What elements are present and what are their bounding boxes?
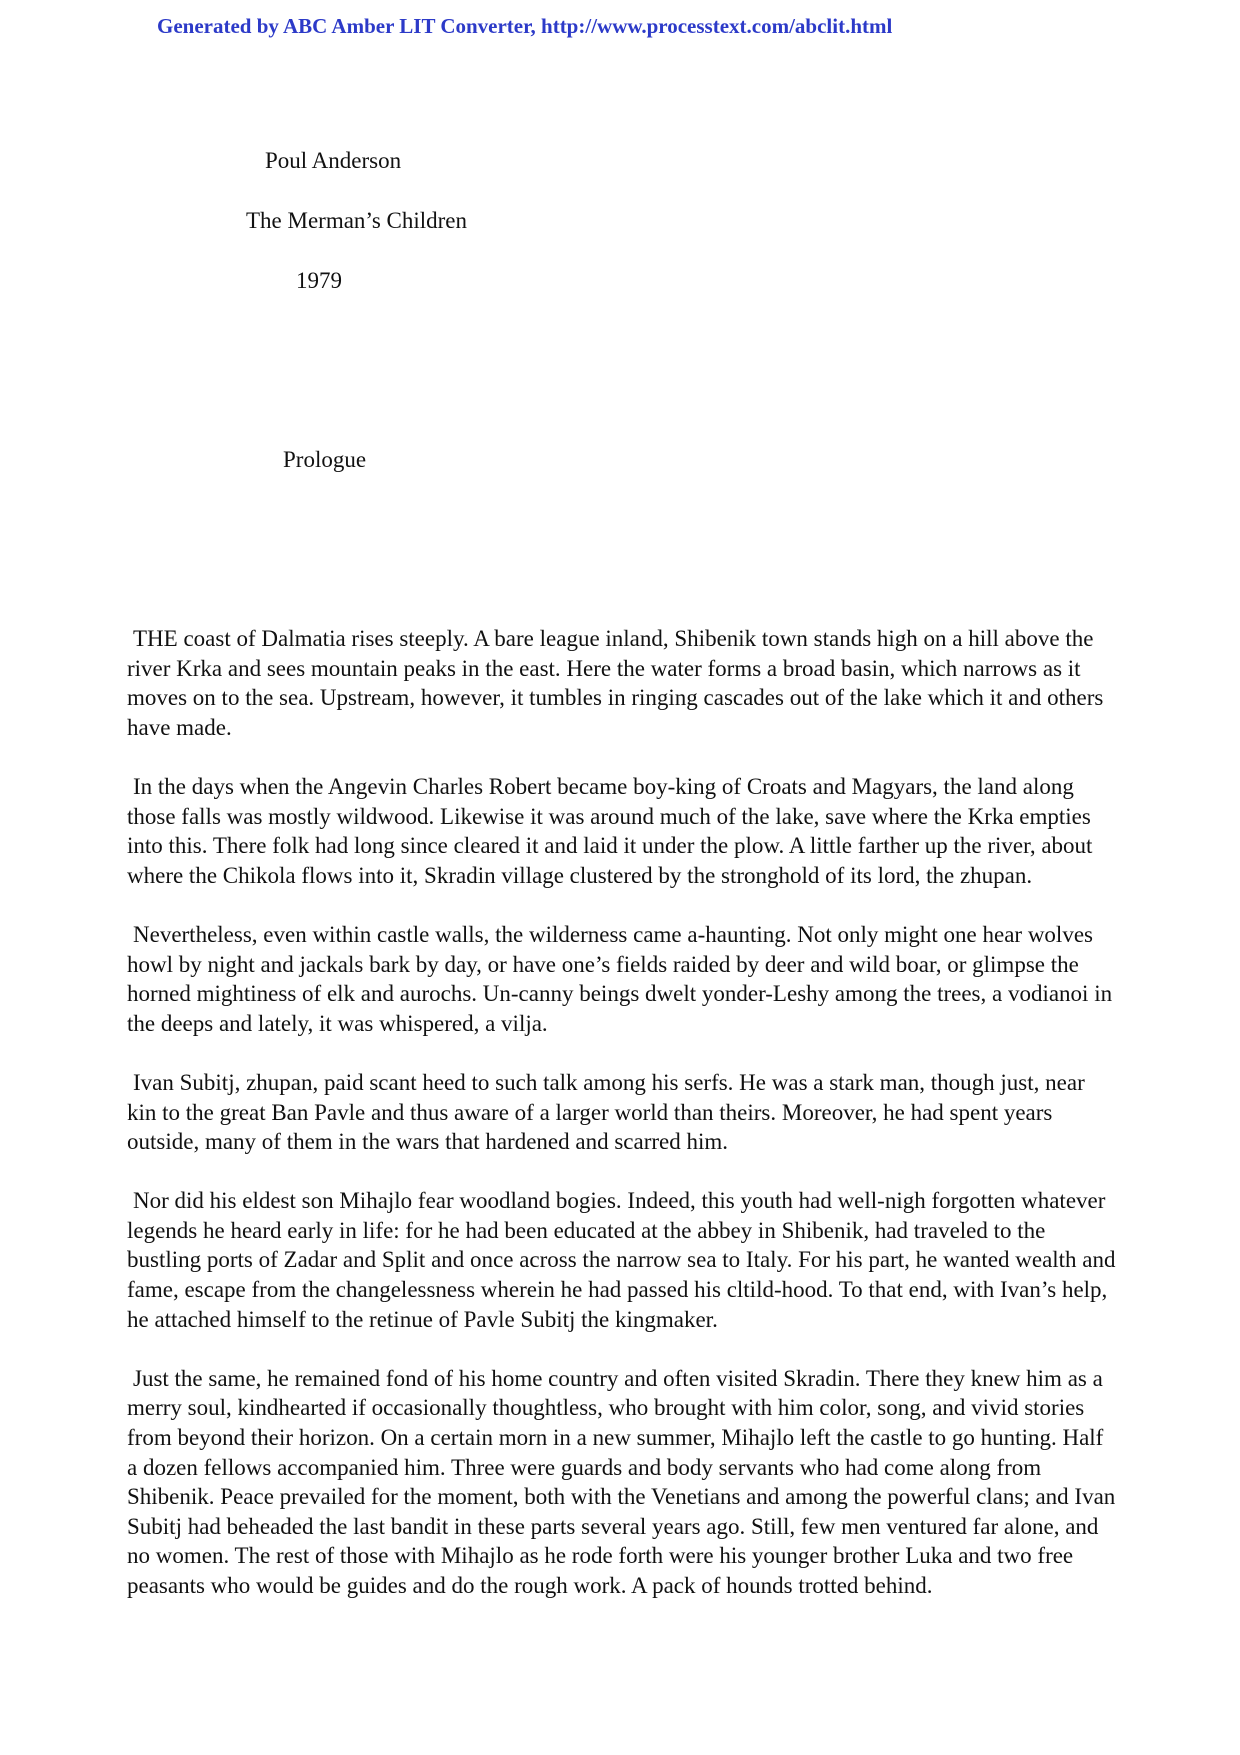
book-title: The Merman’s Children xyxy=(246,208,468,233)
paragraph: Nor did his eldest son Mihajlo fear woodland bogies. Indeed, this youth had well-nigh forgotten whatever legends he heard early in life: for he had been educated at the abbey in Shibenik, had traveled to the bustling ports of Zadar and Split and once across the narrow sea to Italy. For his part, he wanted wealth and fame, escape from the changelessness wherein he had passed his cltild-hood. To that end, with Ivan’s help, he attached himself to the retinue of Pavle Subitj the kingmaker. xyxy=(127,1188,1116,1332)
paragraph: Ivan Subitj, zhupan, paid scant heed to such talk among his serfs. He was a stark man, though just, near kin to the great Ban Pavle and thus aware of a larger world than theirs. Moreover, he had spent years outside, many of them in the wars that hardened and scarred him. xyxy=(127,1069,1085,1155)
paragraph: THE coast of Dalmatia rises steeply. A bare league inland, Shibenik town stands high on a hill above the river Krka and sees mountain peaks in the east. Here the water forms a broad basin, which narrows as it moves on to the sea. Upstream, however, it tumbles in ringing cascades out of the lake which it and others have made. xyxy=(127,626,1104,740)
author-name: Poul Anderson xyxy=(265,148,402,173)
chapter-heading: Prologue xyxy=(283,447,367,472)
chapter-body xyxy=(127,624,1117,1630)
paragraph: In the days when the Angevin Charles Robert became boy-king of Croats and Magyars, the land along those falls was mostly wildwood. Likewise it was around much of the lake, save where the Krka empties into this. There folk had long since cleared it and laid it under the plow. A little farther up the river, about where the Chikola flows into it, Skradin village clustered by the stronghold of its lord, the zhupan. xyxy=(127,773,1093,888)
converter-header-link[interactable]: Generated by ABC Amber LIT Converter, http://www.processtext.com/abclit.html xyxy=(157,14,893,38)
paragraph: Nevertheless, even within castle walls, the wilderness came a-haunting. Not only might one hear wolves howl by night and jackals bark by day, or have one’s fields raided by deer and wild boar, or glimpse the horned mightiness of elk and aurochs. Un-canny beings dwelt yonder-Leshy among the trees, a vodianoi in the deeps and lately, it was whispered, a vilja. xyxy=(127,921,1113,1036)
paragraph: Just the same, he remained fond of his home country and often visited Skradin. There they knew him as a merry soul, kindhearted if occasionally thoughtless, who brought with him color, song, and vivid stories from beyond their horizon. On a certain morn in a new summer, Mihajlo left the castle to go hunting. Half a dozen fellows accompanied him. Three were guards and body servants who had come along from Shibenik. Peace prevailed for the moment, both with the Venetians and among the powerful clans; and Ivan Subitj had beheaded the last bandit in these parts several years ago. Still, few men ventured far alone, and no women. The rest of those with Mihajlo as he rode forth were his younger brother Luka and two free peasants who would be guides and do the rough work. A pack of hounds trotted behind. xyxy=(127,1365,1116,1598)
publication-year: 1979 xyxy=(296,268,342,293)
